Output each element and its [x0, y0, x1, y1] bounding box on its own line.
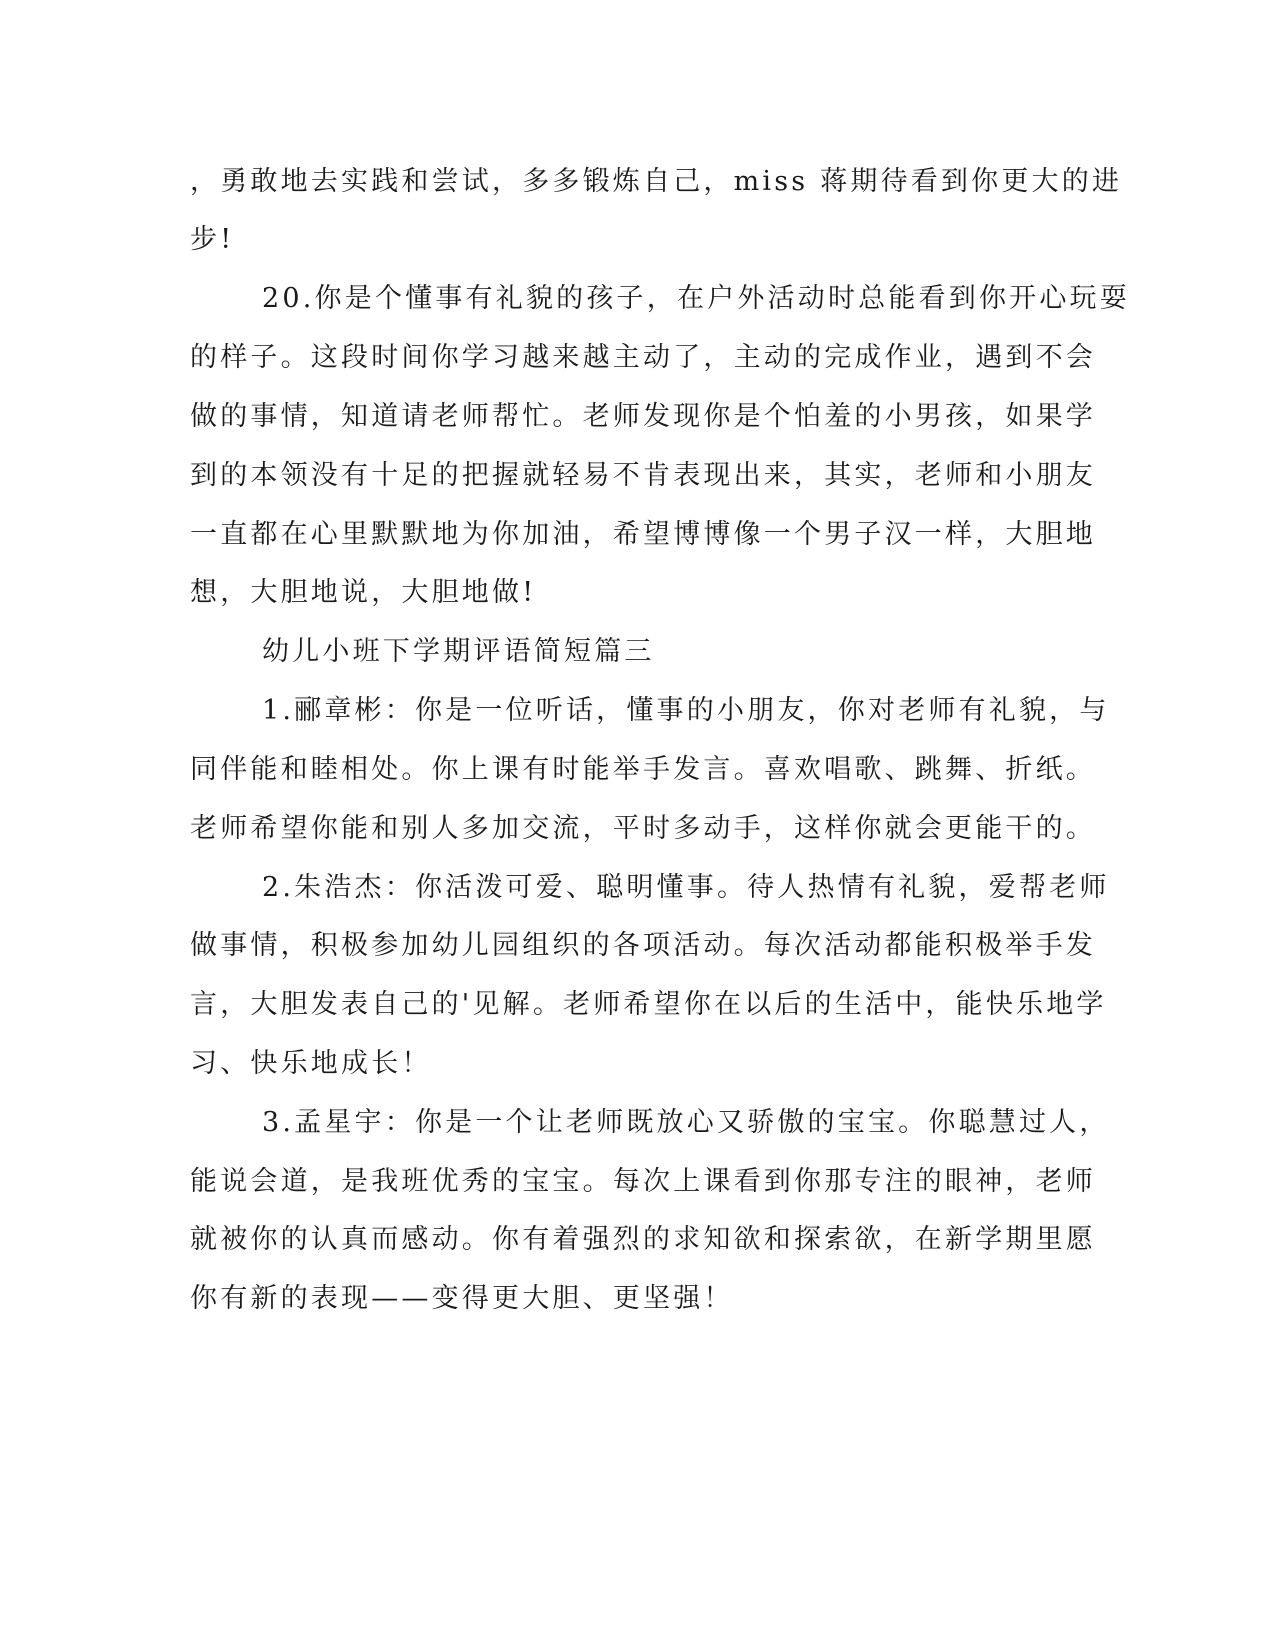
- text-line: 做事情，积极参加幼儿园组织的各项活动。每次活动都能积极举手发: [190, 930, 1096, 961]
- text-line: ，勇敢地去实践和尝试，多多锻炼自己，miss 蒋期待看到你更大的进: [190, 166, 1123, 197]
- text-line: 能说会道，是我班优秀的宝宝。每次上课看到你那专注的眼神，老师: [190, 1166, 1096, 1197]
- text-line: 同伴能和睦相处。你上课有时能举手发言。喜欢唱歌、跳舞、折纸。: [190, 754, 1096, 785]
- text-line: 的样子。这段时间你学习越来越主动了，主动的完成作业，遇到不会: [190, 342, 1096, 373]
- text-line: 步!: [190, 224, 235, 255]
- paragraph-start: 1.郦章彬：你是一位听话，懂事的小朋友，你对老师有礼貌，与: [262, 695, 1110, 726]
- text-line: 想，大胆地说，大胆地做!: [190, 577, 537, 608]
- paragraph-start: 3.孟星宇：你是一个让老师既放心又骄傲的宝宝。你聪慧过人，: [262, 1107, 1110, 1138]
- text-line: 你有新的表现——变得更大胆、更坚强！: [190, 1283, 734, 1314]
- text-line: 一直都在心里默默地为你加油，希望博博像一个男子汉一样，大胆地: [190, 519, 1096, 550]
- section-heading: 幼儿小班下学期评语简短篇三: [262, 636, 655, 667]
- text-line: 习、快乐地成长！: [190, 1048, 432, 1079]
- paragraph-start: 20.你是个懂事有礼貌的孩子，在户外活动时总能看到你开心玩耍: [262, 283, 1130, 314]
- text-line: 老师希望你能和别人多加交流，平时多动手，这样你就会更能干的。: [190, 813, 1096, 844]
- paragraph-start: 2.朱浩杰：你活泼可爱、聪明懂事。待人热情有礼貌，爱帮老师: [262, 872, 1110, 903]
- text-line: 就被你的认真而感动。你有着强烈的求知欲和探索欲，在新学期里愿: [190, 1224, 1096, 1255]
- text-line: 言，大胆发表自己的'见解。老师希望你在以后的生活中，能快乐地学: [190, 989, 1107, 1020]
- text-line: 到的本领没有十足的把握就轻易不肯表现出来，其实，老师和小朋友: [190, 460, 1096, 491]
- text-line: 做的事情，知道请老师帮忙。老师发现你是个怕羞的小男孩，如果学: [190, 401, 1096, 432]
